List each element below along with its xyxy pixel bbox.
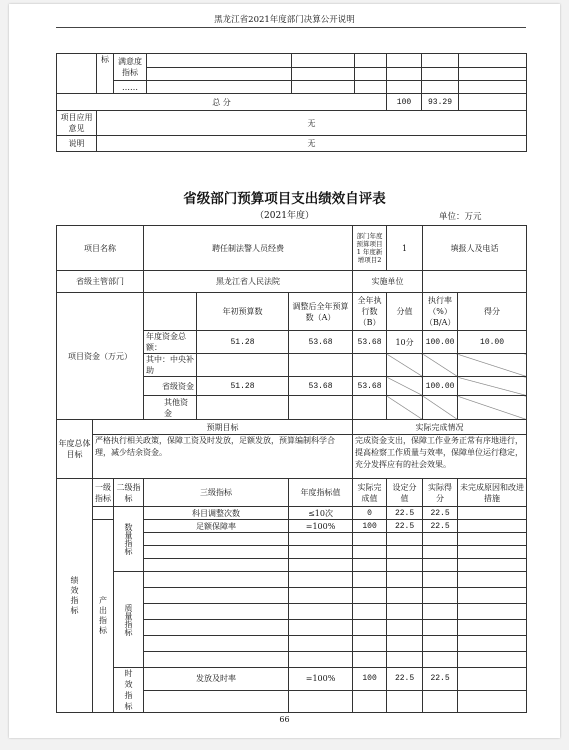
- funds-header-rate: 执行率（%）（B/A）: [423, 293, 458, 331]
- quantity-label: 数量指标: [124, 523, 133, 555]
- note-value: 无: [97, 136, 527, 152]
- perf-header-score: 实际得分: [423, 479, 458, 507]
- evaluation-table: [56, 225, 527, 713]
- perf-header-actual: 实际完成值: [353, 479, 387, 507]
- opinion-value: 无: [97, 111, 527, 136]
- impl-unit-value: [423, 271, 527, 293]
- page-header: 黑龙江省2021年度部门决算公开说明: [214, 15, 355, 25]
- dept-value: 黑龙江省人民法院: [144, 271, 353, 293]
- goals-expected-label: 预期目标: [93, 420, 353, 435]
- table-year: （2021年度）: [255, 211, 314, 221]
- indicator-actual: 100: [353, 668, 387, 691]
- quality-label-cell: [114, 572, 144, 668]
- project-type-label: 部门年度预算项目1 年度新增项目2: [353, 226, 387, 271]
- note-label: 说明: [57, 136, 97, 152]
- document-page: [9, 4, 560, 738]
- funds-row-rate-na: [423, 396, 458, 420]
- indicator-name: 足额保障率: [144, 520, 289, 533]
- perf-label-cell: [57, 479, 93, 713]
- funds-row-rate: 100.00: [423, 377, 458, 396]
- funds-row-weight-na: [387, 396, 423, 420]
- goals-actual: 完成资金支出，保障工作业务正常有序地进行，提高检察工作质量与效率，保障单位运行稳定，充分发挥应有的社会效果。: [353, 435, 527, 479]
- funds-header-weight: 分值: [387, 293, 423, 331]
- funds-row-rate-na: [423, 354, 458, 377]
- indicator-target: =100%: [289, 520, 353, 533]
- funds-row-label: 年度资金总额：: [144, 331, 197, 354]
- perf-header-level3: 三级指标: [144, 479, 289, 507]
- indicator-actual: 100: [353, 520, 387, 533]
- perf-header-weight: 设定分值: [387, 479, 423, 507]
- goals-actual-label: 实际完成情况: [353, 420, 527, 435]
- funds-row-label: 其他资金: [164, 397, 189, 418]
- funds-label: 项目资金（万元）: [57, 293, 144, 420]
- table-title: 省级部门预算项目支出绩效自评表: [183, 191, 386, 207]
- indicator-name: 发放及时率: [144, 668, 289, 691]
- dept-label: 省级主管部门: [57, 271, 144, 293]
- project-name-label: 项目名称: [57, 226, 144, 271]
- funds-row-initial: 51.28: [197, 331, 289, 354]
- perf-header-target: 年度指标值: [289, 479, 353, 507]
- total-weight: 100: [387, 94, 422, 111]
- contact-label: 填报人及电话: [423, 226, 527, 271]
- funds-row-adjusted: [289, 396, 353, 420]
- timeliness-label: 时效指标: [124, 669, 133, 711]
- timeliness-label-cell: [114, 668, 144, 713]
- perf-label: 绩效指标: [70, 575, 79, 616]
- indicator-score: 22.5: [423, 668, 458, 691]
- previous-table-tail: [56, 53, 527, 152]
- funds-row-weight-na: [387, 377, 423, 396]
- level1-fragment: 标: [97, 54, 114, 94]
- funds-row-score-na: [458, 377, 527, 396]
- total-score: 93.29: [422, 94, 459, 111]
- perf-header-level2: 二级指标: [114, 479, 144, 507]
- funds-header-score: 得分: [458, 293, 527, 331]
- funds-row-initial: [197, 396, 289, 420]
- quantity-label-cell: [114, 507, 144, 572]
- ellipsis: ……: [114, 81, 147, 94]
- funds-row-rate: 100.00: [423, 331, 458, 354]
- indicator-target: =100%: [289, 668, 353, 691]
- table-unit: 单位：万元: [439, 212, 482, 222]
- funds-row-weight-na: [387, 354, 423, 377]
- level1-label-cell: [93, 520, 114, 713]
- funds-header-executed: 全年执行数（B）: [353, 293, 387, 331]
- indicator-score: 22.5: [423, 507, 458, 520]
- funds-row-adjusted: 53.68: [289, 331, 353, 354]
- funds-row-executed: 53.68: [353, 331, 387, 354]
- total-label: 总 分: [57, 94, 387, 111]
- indicator-weight: 22.5: [387, 520, 423, 533]
- funds-row-initial: [197, 354, 289, 377]
- project-type-value: 1: [387, 226, 423, 271]
- funds-row-score-na: [458, 396, 527, 420]
- goals-label: 年度总体目标: [57, 420, 93, 479]
- page-number: 66: [279, 715, 290, 724]
- funds-header-initial: 年初预算数: [197, 293, 289, 331]
- indicator-weight: 22.5: [387, 668, 423, 691]
- funds-row-executed: 53.68: [353, 377, 387, 396]
- satisfaction-label: 满意度指标: [114, 54, 147, 81]
- goals-expected: 严格执行相关政策，保障工资及时发放，足额发放，预算编制科学合理，减少结余资金。: [93, 435, 353, 479]
- funds-row-label: 省级资金: [144, 377, 197, 396]
- perf-header-reason: 未完成原因和改进措施: [458, 479, 527, 507]
- quality-label: 质量指标: [124, 603, 133, 636]
- impl-unit-label: 实施单位: [353, 271, 423, 293]
- indicator-weight: 22.5: [387, 507, 423, 520]
- perf-header-level1: 一级指标: [93, 479, 114, 507]
- funds-row-adjusted: [289, 354, 353, 377]
- opinion-label: 项目应用意见: [57, 111, 97, 136]
- indicator-actual: 0: [353, 507, 387, 520]
- indicator-score: 22.5: [423, 520, 458, 533]
- funds-header-adjusted: 调整后全年预算数（A）: [289, 293, 353, 331]
- funds-row-executed: [353, 354, 387, 377]
- project-name: 聘任制法警人员经费: [144, 226, 353, 271]
- funds-row-executed: [353, 396, 387, 420]
- indicator-name: 科目调整次数: [144, 507, 289, 520]
- level1-label: 产出指标: [98, 596, 108, 636]
- funds-row-initial: 51.28: [197, 377, 289, 396]
- indicator-target: ≤10次: [289, 507, 353, 520]
- funds-row-weight: 10分: [387, 331, 423, 354]
- funds-row-score: 10.00: [458, 331, 527, 354]
- funds-row-score-na: [458, 354, 527, 377]
- header-rule: [56, 27, 526, 28]
- funds-row-adjusted: 53.68: [289, 377, 353, 396]
- funds-row-label: 其中：中央补助: [144, 354, 197, 377]
